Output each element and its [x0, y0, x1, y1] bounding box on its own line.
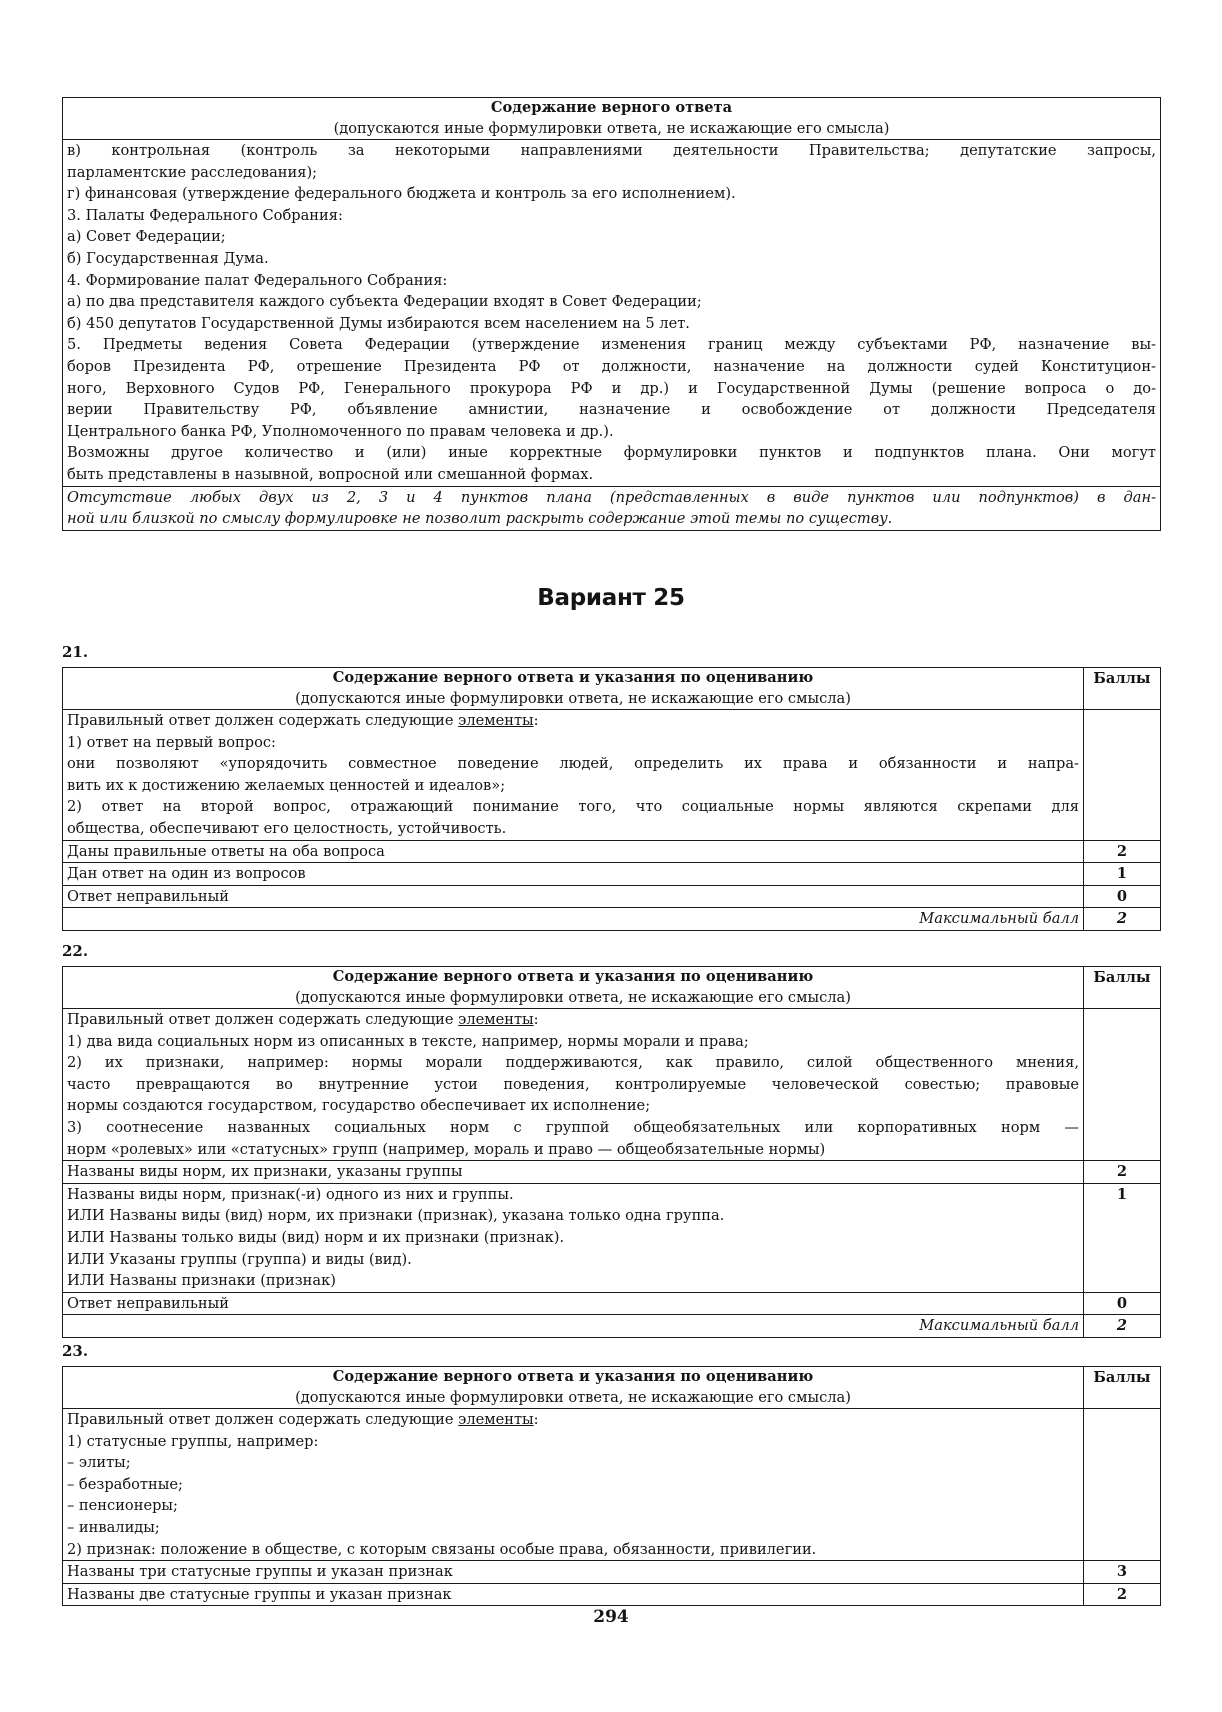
q22-grid: [62, 966, 1161, 1338]
note-line: ной или близкой по смыслу формулировке не позволит раскрыть содержание этой темы по существу.: [67, 510, 893, 528]
intro-prefix: Правильный ответ должен содержать следующие: [67, 1411, 459, 1428]
content-line: норм «ролевых» или «статусных» групп (например, мораль и право — общеобязательные нормы): [67, 1140, 826, 1158]
max-score-label: Максимальный балл: [63, 1315, 1084, 1338]
intro-suffix: :: [533, 712, 539, 729]
variant-title: Вариант 25: [537, 585, 685, 611]
intro-suffix: :: [533, 1011, 539, 1028]
criteria-text: Названы три статусные группы и указан признак: [63, 1561, 1084, 1584]
criteria-text: Ответ неправильный: [63, 1292, 1084, 1315]
criteria-score: 1: [1084, 1183, 1161, 1292]
criteria-text: Ответ неправильный: [63, 885, 1084, 908]
criteria-row: [63, 885, 1161, 908]
criteria-score: 0: [1084, 885, 1161, 908]
page-number: 294: [593, 1607, 629, 1627]
criteria-text: Названы две статусные группы и указан признак: [63, 1583, 1084, 1606]
criteria-row: [63, 1561, 1161, 1584]
table-header: [63, 98, 1161, 140]
content-line: 1) ответ на первый вопрос:: [67, 733, 276, 751]
header-subtitle: (допускаются иные формулировки ответа, не искажающие его смысла): [333, 119, 890, 137]
table-header: [63, 967, 1084, 1009]
content-line: – элиты;: [67, 1454, 131, 1472]
answer-content: [63, 710, 1084, 841]
intro-line: [67, 1409, 1079, 1431]
content-line: – пенсионеры;: [67, 1497, 178, 1515]
criteria-text: Даны правильные ответы на оба вопроса: [63, 840, 1084, 863]
content-line: 2) признак: положение в обществе, с которым связаны особые права, обязанности, привилегии.: [67, 1540, 817, 1558]
note-line: Отсутствие любых двух из 2, 3 и 4 пунктов плана (представленных в виде пунктов или подпунктов) в дан-: [67, 488, 1156, 506]
assessment-note: [63, 486, 1161, 530]
content-line: Возможны другое количество и (или) иные корректные формулировки пунктов и подпунктов плана. Они могут: [67, 444, 1156, 462]
intro-prefix: Правильный ответ должен содержать следующие: [67, 712, 459, 729]
q22-table: [62, 966, 1161, 1338]
content-line: ного, Верховного Судов РФ, Генерального прокурора РФ и др.) и Государственной Думы (решение вопроса о до-: [67, 379, 1156, 397]
content-line: 1) статусные группы, например:: [67, 1432, 319, 1450]
max-score-row: [63, 1315, 1161, 1338]
content-line: вить их к достижению желаемых ценностей и идеалов»;: [67, 776, 506, 794]
answer-content: [63, 140, 1161, 487]
score-cell-empty: [1084, 710, 1161, 841]
max-score-value: 2: [1084, 1315, 1161, 1338]
criteria-row: [63, 863, 1161, 886]
content-line: 5. Предметы ведения Совета Федерации (утверждение изменения границ между субъектами РФ, назначение вы-: [67, 336, 1156, 354]
header-title: Содержание верного ответа: [490, 99, 733, 116]
content-line: Центрального банка РФ, Уполномоченного по правам человека и др.).: [67, 422, 614, 440]
criteria-score: 2: [1084, 1161, 1161, 1184]
max-score-row: [63, 908, 1161, 931]
criteria-line: ИЛИ Названы только виды (вид) норм и их признаки (признак).: [67, 1228, 565, 1246]
intro-prefix: Правильный ответ должен содержать следующие: [67, 1011, 459, 1028]
q21-grid: [62, 667, 1161, 931]
content-line: боров Президента РФ, отрешение Президента РФ от должности, назначение на должности судей Конституцион-: [67, 357, 1156, 375]
header-subtitle: (допускаются иные формулировки ответа, не искажающие его смысла): [295, 689, 851, 707]
header-subtitle: (допускаются иные формулировки ответа, не искажающие его смысла): [295, 1388, 851, 1406]
content-line: 1) два вида социальных норм из описанных в тексте, например, нормы морали и права;: [67, 1032, 749, 1050]
score-cell-empty: [1084, 1409, 1161, 1561]
criteria-line: Названы виды норм, признак(-и) одного из них и группы.: [67, 1185, 514, 1203]
criteria-row: [63, 1161, 1161, 1184]
criteria-text: [63, 1183, 1084, 1292]
content-line: парламентские расследования);: [67, 163, 318, 181]
question-number-21: 21.: [62, 643, 89, 661]
intro-underlined: элементы: [458, 1411, 534, 1428]
content-line: быть представлены в назывной, вопросной или смешанной формах.: [67, 465, 594, 483]
criteria-line: ИЛИ Указаны группы (группа) и виды (вид).: [67, 1250, 412, 1268]
q23-table: [62, 1366, 1161, 1606]
intro-line: [67, 710, 1079, 732]
content-line: б) Государственная Дума.: [67, 249, 269, 267]
criteria-row: [63, 1583, 1161, 1606]
criteria-score: 1: [1084, 863, 1161, 886]
content-line: 4. Формирование палат Федерального Собрания:: [67, 271, 448, 289]
criteria-score: 3: [1084, 1561, 1161, 1584]
header-title: Содержание верного ответа и указания по оцениванию: [332, 968, 814, 985]
content-line: 2) их признаки, например: нормы морали поддерживаются, как правило, силой общественного мнения,: [67, 1054, 1079, 1072]
intro-suffix: :: [533, 1411, 539, 1428]
content-line: часто превращаются во внутренние устои поведения, контролируемые человеческой совестью; правовые: [67, 1075, 1079, 1093]
content-line: верии Правительству РФ, объявление амнистии, назначение и освобождение от должности Председателя: [67, 401, 1156, 419]
question-number-23: 23.: [62, 1342, 89, 1360]
content-line: 3) соотнесение названных социальных норм с группой общеобязательных или корпоративных норм —: [67, 1118, 1079, 1136]
content-line: 2) ответ на второй вопрос, отражающий понимание того, что социальные нормы являются скрепами для: [67, 798, 1079, 816]
content-line: они позволяют «упорядочить совместное поведение людей, определить их права и обязанности и напра-: [67, 755, 1079, 773]
intro-underlined: элементы: [458, 1011, 534, 1028]
intro-underlined: элементы: [458, 712, 534, 729]
q23-grid: [62, 1366, 1161, 1606]
content-line: б) 450 депутатов Государственной Думы избираются всем населением на 5 лет.: [67, 314, 690, 332]
q21-table: [62, 667, 1161, 931]
criteria-score: 0: [1084, 1292, 1161, 1315]
content-line: а) по два представителя каждого субъекта Федерации входят в Совет Федерации;: [67, 293, 702, 311]
score-cell-empty: [1084, 1009, 1161, 1161]
header-title: Содержание верного ответа и указания по оцениванию: [332, 1368, 814, 1385]
content-line: – безработные;: [67, 1475, 183, 1493]
table-header: [63, 668, 1084, 710]
content-line: нормы создаются государством, государство обеспечивает их исполнение;: [67, 1097, 651, 1115]
score-column-header: Баллы: [1084, 1367, 1161, 1409]
content-line: в) контрольная (контроль за некоторыми направлениями деятельности Правительства; депутатские запросы,: [67, 142, 1156, 159]
intro-line: [67, 1009, 1079, 1031]
criteria-row: [63, 1292, 1161, 1315]
content-line: общества, обеспечивают его целостность, устойчивость.: [67, 819, 507, 837]
max-score-value: 2: [1084, 908, 1161, 931]
score-column-header: Баллы: [1084, 967, 1161, 1009]
criteria-score: 2: [1084, 1583, 1161, 1606]
max-score-label: Максимальный балл: [63, 908, 1084, 931]
question-number-22: 22.: [62, 942, 89, 960]
content-line: а) Совет Федерации;: [67, 228, 226, 246]
criteria-score: 2: [1084, 840, 1161, 863]
score-column-header: Баллы: [1084, 668, 1161, 710]
content-line: г) финансовая (утверждение федерального бюджета и контроль за его исполнением).: [67, 185, 736, 203]
criteria-text: Дан ответ на один из вопросов: [63, 863, 1084, 886]
header-subtitle: (допускаются иные формулировки ответа, не искажающие его смысла): [295, 988, 851, 1006]
criteria-line: ИЛИ Названы виды (вид) норм, их признаки (признак), указана только одна группа.: [67, 1207, 725, 1225]
content-line: 3. Палаты Федерального Собрания:: [67, 206, 343, 224]
answer-content: [63, 1009, 1084, 1161]
prev-answer-grid: [62, 97, 1161, 531]
content-line: – инвалиды;: [67, 1518, 160, 1536]
table-header: [63, 1367, 1084, 1409]
criteria-text: Названы виды норм, их признаки, указаны группы: [63, 1161, 1084, 1184]
prev-answer-table: [62, 97, 1161, 531]
header-title: Содержание верного ответа и указания по оцениванию: [332, 669, 814, 686]
answer-content: [63, 1409, 1084, 1561]
criteria-row: [63, 840, 1161, 863]
criteria-line: ИЛИ Названы признаки (признак): [67, 1272, 336, 1290]
criteria-row: [63, 1183, 1161, 1292]
